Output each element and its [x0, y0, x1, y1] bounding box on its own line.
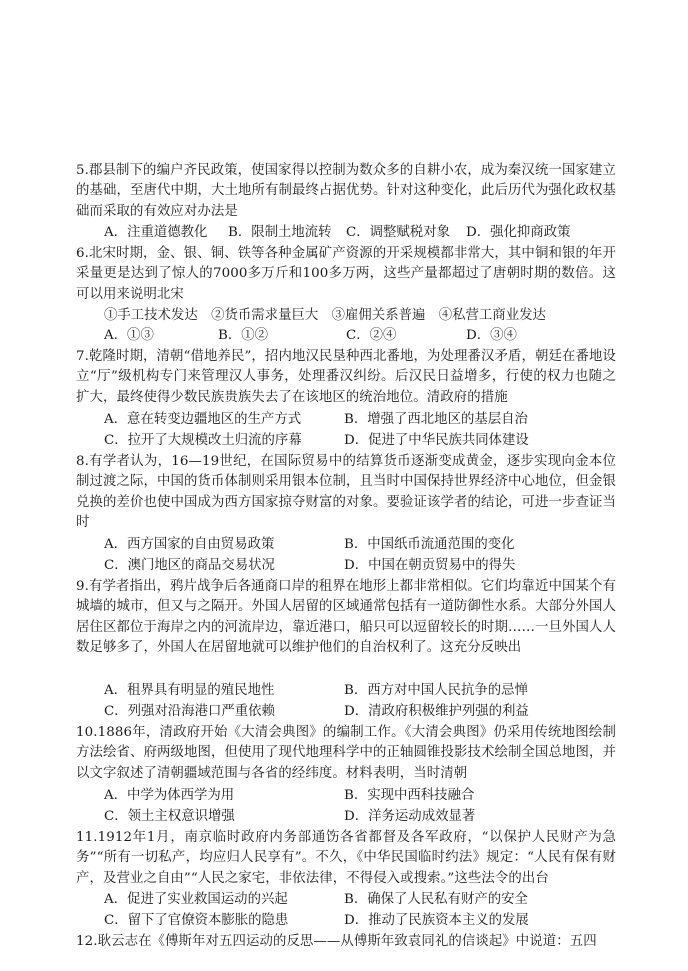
question-9-option-d: D．清政府积极维护列强的利益 [344, 704, 529, 719]
question-7-stem: 7.乾隆时期，清朝“借地养民”，招内地汉民垦种西北番地，为处理番汉矛盾，朝廷在番地设立“厅”级机构专门来管理汉人事务，处理番汉纠纷。后汉民日益增多，行使的权力也随之扩大，最终使得少数民族贵族失去了在该地区的统治地位。清政府的措施 [76, 349, 616, 405]
question-8-option-b: B．中国纸币流通范围的变化 [344, 537, 515, 552]
question-7-option-d: D．促进了中华民族共同体建设 [344, 433, 529, 448]
question-9-option-a: A．租界具有明显的殖民地性 [104, 683, 275, 698]
question-6-option-d: D．③④ [466, 328, 517, 343]
question-11-stem: 11.1912年1月，南京临时政府内务部通饬各省都督及各军政府，“以保护人民财产为急务”“所有一切私产，均应归人民享有”。不久，《中华民国临时约法》规定：“人民有保有财产，及营业之自由”“人民之家宅，非依法律，不得侵入或搜索。”这些法令的出台 [76, 830, 616, 886]
question-10-option-a: A．中学为体西学为用 [104, 788, 235, 803]
question-6-stem: 6.北宋时期，金、银、铜、铁等各种金属矿产资源的开采规模都非常大，其中铜和银的年开采量更是达到了惊人的7000多万斤和100多万两，这些产量都超过了唐朝时期的数倍。这可以用来说明北宋 [76, 246, 616, 302]
question-8-option-d: D．中国在朝贡贸易中的得失 [344, 558, 516, 573]
question-10-stem: 10.1886年，清政府开始《大清会典图》的编制工作。《大清会典图》仍采用传统地图绘制方法绘省、府两级地图，但使用了现代地理科学中的正轴圆锥投影技术绘制全国总地图，并以文字叙述了清朝疆域范围与各省的经纬度。材料表明，当时清朝 [76, 725, 616, 781]
question-5-option-a: A．注重道德教化 [104, 225, 208, 240]
question-12-stem: 12.耿云志在《傅斯年对五四运动的反思——从傅斯年致袁同礼的信谈起》中说道：五四 [76, 934, 597, 949]
question-6-items: ①手工技术发达 ②货币需求量巨大 ③雇佣关系普遍 ④私营工商业发达 [104, 308, 546, 323]
question-10-option-d: D．洋务运动成效显著 [344, 809, 476, 824]
question-5-option-b: B．限制土地流转 [228, 225, 332, 240]
question-6-option-c: C．②④ [346, 328, 397, 343]
question-7-option-b: B．增强了西北地区的基层自治 [344, 412, 528, 427]
question-5-stem: 5.郡县制下的编户齐民政策，使国家得以控制为数众多的自耕小农，成为秦汉统一国家建立的基础，至唐代中期，大土地所有制最终占据优势。针对这种变化，此后历代为强化政权基础而采取的有效应对办法是 [76, 163, 616, 219]
question-8-option-a: A．西方国家的自由贸易政策 [104, 537, 275, 552]
question-8-option-c: C．澳门地区的商品交易状况 [104, 558, 275, 573]
question-7-option-c: C．拉开了大规模改土归流的序幕 [104, 433, 302, 448]
question-9-option-c: C．列强对沿海港口严重依赖 [104, 704, 275, 719]
question-5-option-c: C．调整赋税对象 [346, 225, 450, 240]
question-11-option-b: B．确保了人民私有财产的安全 [344, 892, 528, 907]
question-7-option-a: A．意在转变边疆地区的生产方式 [104, 412, 302, 427]
question-6-option-a: A．①③ [104, 328, 154, 343]
question-10-option-c: C．领土主权意识增强 [104, 809, 235, 824]
question-9-option-b: B．西方对中国人民抗争的忌惮 [344, 683, 528, 698]
question-8-stem: 8.有学者认为，16—19世纪，在国际贸易中的结算货币逐渐变成黄金，逐步实现向金本位制过渡之际，中国的货币体制则采用银本位制，且当时中国保持世界经济中心地位，但金银兑换的差价也使中国成为西方国家掠夺财富的对象。要验证该学者的结论，可进一步查证当时 [76, 454, 616, 531]
question-5-option-d: D．强化抑商政策 [466, 225, 571, 240]
question-11-option-c: C．留下了官僚资本膨胀的隐患 [104, 913, 289, 928]
question-11-option-a: A．促进了实业救国运动的兴起 [104, 892, 288, 907]
question-11-option-d: D．推动了民族资本主义的发展 [344, 913, 529, 928]
question-10-option-b: B．实现中西科技融合 [344, 788, 475, 803]
question-6-option-b: B．①② [218, 328, 269, 343]
question-9-stem: 9.有学者指出，鸦片战争后各通商口岸的租界在地形上都非常相似。它们均靠近中国某个有城墙的城市，但又与之隔开。外国人居留的区域通常包括有一道防御性水系。大部分外国人居住区都位于海岸之内的河流岸边，靠近港口，船只可以逗留较长的时期……一旦外国人人数足够多了，外国人在居留地就可以维护他们的自治权利了。这充分反映出 [76, 579, 616, 656]
